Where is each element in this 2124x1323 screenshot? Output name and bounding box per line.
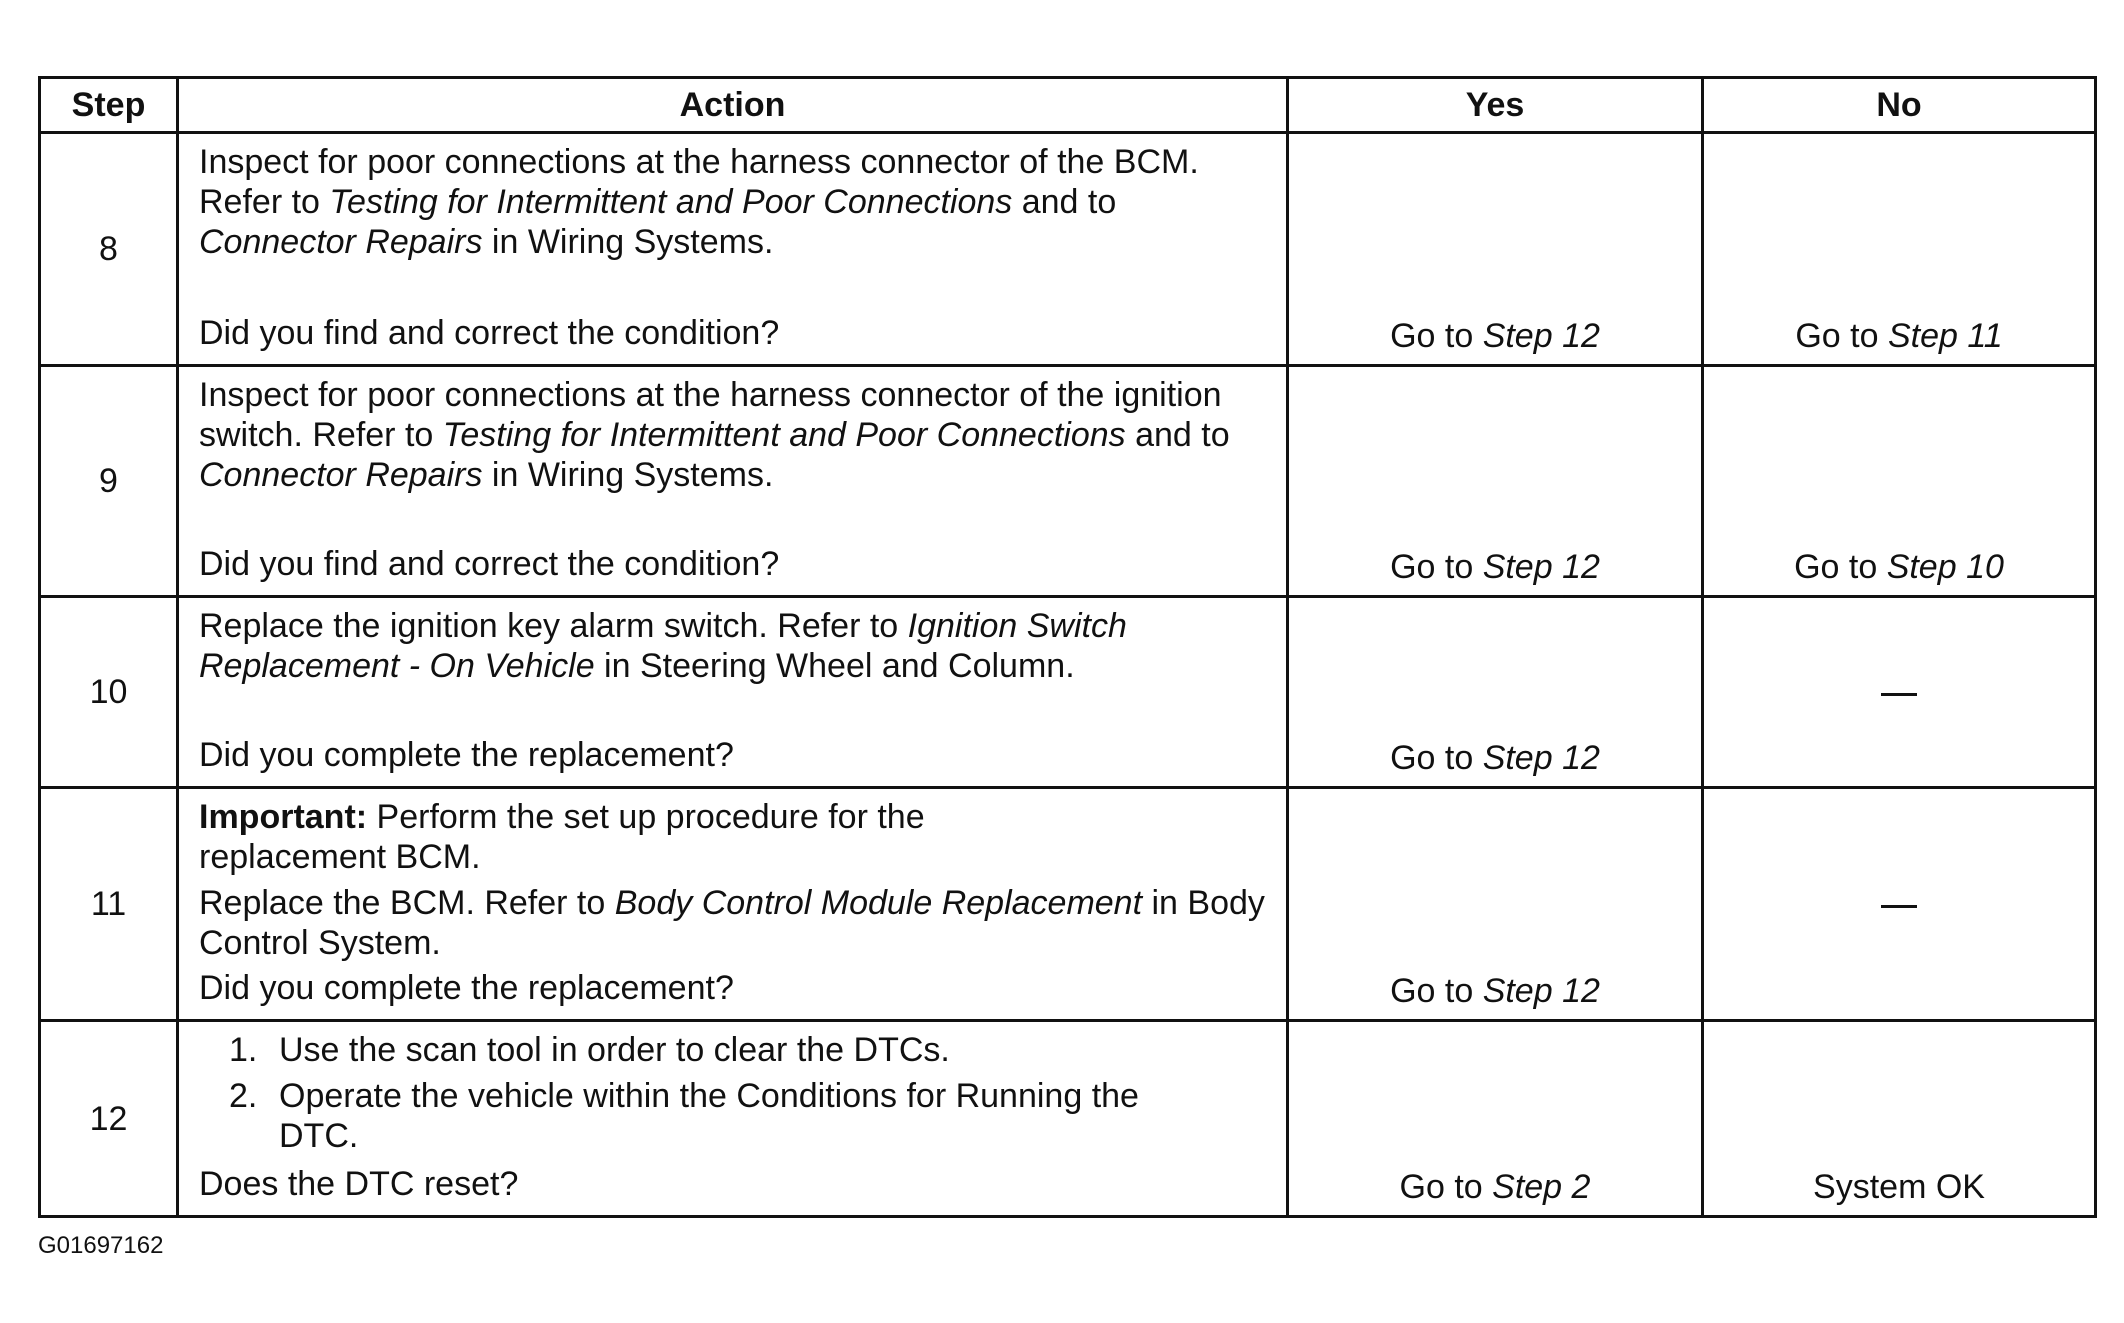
action-cell	[178, 1021, 1288, 1217]
goto-step-link[interactable]: Step 12	[1482, 548, 1600, 586]
diagnostic-procedure-table	[38, 76, 2097, 1218]
reference-link[interactable]: Body Control Module Replacement	[614, 883, 1143, 922]
step-number: 12	[40, 1021, 178, 1217]
goto-prefix: Go to	[1390, 739, 1483, 777]
goto-step-link[interactable]: Step 12	[1482, 739, 1600, 777]
goto-prefix: Go to	[1390, 972, 1483, 1010]
important-label: Important:	[199, 798, 368, 836]
desc-text: Inspect for poor connections at the harness connector of the BCM. Refer to	[199, 143, 1199, 221]
table-row	[40, 366, 2096, 597]
goto-prefix: Go to	[1390, 317, 1483, 355]
reference-link[interactable]: Testing for Intermittent and Poor Connections	[329, 183, 1013, 221]
desc-text: in Wiring Systems.	[482, 456, 774, 494]
goto-prefix: Go to	[1390, 548, 1483, 586]
table-row	[40, 1021, 2096, 1217]
goto-step-link[interactable]: Step 12	[1482, 972, 1600, 1010]
action-question: Did you complete the replacement?	[199, 736, 734, 774]
not-applicable-dash	[1881, 673, 1917, 711]
goto-prefix: Go to	[1794, 548, 1887, 586]
list-text: Operate the vehicle within the Conditions for Running the DTC.	[279, 1077, 1139, 1155]
desc-text: Replace the ignition key alarm switch. Refer to	[199, 607, 908, 645]
step-number: 10	[40, 597, 178, 788]
reference-link[interactable]: Connector Repairs	[199, 223, 483, 261]
table-row	[40, 133, 2096, 366]
header-action: Action	[178, 78, 1288, 133]
no-cell	[1703, 1021, 2096, 1217]
desc-text: in Steering Wheel and Column.	[594, 647, 1075, 685]
goto-step-link[interactable]: Step 11	[1887, 317, 2003, 355]
goto-prefix: Go to	[1795, 317, 1888, 355]
table-row	[40, 597, 2096, 788]
result-text: System OK	[1813, 1168, 1985, 1206]
yes-cell	[1288, 597, 1703, 788]
desc-text: Replace the BCM. Refer to	[199, 883, 615, 922]
important-text: Perform the set up procedure for the replacement BCM.	[199, 798, 925, 876]
table-row	[40, 788, 2096, 1021]
not-applicable-dash	[1881, 885, 1917, 923]
desc-text: Inspect for poor connections at the harness connector of the ignition switch. Refer to	[199, 376, 1222, 454]
desc-text: in Wiring Systems.	[482, 223, 774, 261]
important-note	[199, 789, 1266, 877]
action-question: Did you complete the replacement?	[199, 969, 734, 1007]
step-number: 9	[40, 366, 178, 597]
action-cell	[178, 597, 1288, 788]
list-text: Use the scan tool in order to clear the DTCs.	[279, 1031, 950, 1069]
figure-id: G01697162	[38, 1232, 164, 1259]
step-number: 8	[40, 133, 178, 366]
step-number: 11	[40, 788, 178, 1021]
yes-cell	[1288, 788, 1703, 1021]
action-question: Did you find and correct the condition?	[199, 314, 780, 352]
header-step: Step	[40, 78, 178, 133]
no-cell	[1703, 366, 2096, 597]
action-description	[199, 134, 1266, 262]
action-question: Did you find and correct the condition?	[199, 545, 780, 583]
reference-link[interactable]: Connector Repairs	[199, 456, 483, 494]
list-item	[199, 1030, 1146, 1070]
numbered-list	[199, 1022, 1266, 1156]
no-cell	[1703, 133, 2096, 366]
action-cell	[178, 366, 1288, 597]
yes-cell	[1288, 366, 1703, 597]
action-cell	[178, 133, 1288, 366]
reference-link[interactable]: Ignition Switch Replacement - On Vehicle	[199, 607, 1127, 685]
yes-cell	[1288, 1021, 1703, 1217]
goto-step-link[interactable]: Step 2	[1492, 1168, 1591, 1206]
list-number: 1.	[229, 1031, 258, 1069]
action-description	[199, 598, 1266, 686]
no-cell	[1703, 597, 2096, 788]
goto-step-link[interactable]: Step 10	[1886, 548, 2004, 586]
no-cell	[1703, 788, 2096, 1021]
goto-prefix: Go to	[1399, 1168, 1493, 1206]
table-header-row	[40, 78, 2096, 133]
action-description	[199, 367, 1266, 495]
action-cell	[178, 788, 1288, 1021]
goto-step-link[interactable]: Step 12	[1482, 317, 1600, 355]
list-item	[199, 1076, 1146, 1156]
header-yes: Yes	[1288, 78, 1703, 133]
action-description	[199, 883, 1266, 963]
list-number: 2.	[229, 1077, 258, 1115]
desc-text: in Body Control System.	[199, 883, 1265, 962]
reference-link[interactable]: Testing for Intermittent and Poor Connections	[442, 416, 1126, 454]
header-no: No	[1703, 78, 2096, 133]
action-question: Does the DTC reset?	[199, 1165, 519, 1203]
yes-cell	[1288, 133, 1703, 366]
desc-text: and to	[1012, 183, 1117, 221]
desc-text: and to	[1125, 416, 1230, 454]
